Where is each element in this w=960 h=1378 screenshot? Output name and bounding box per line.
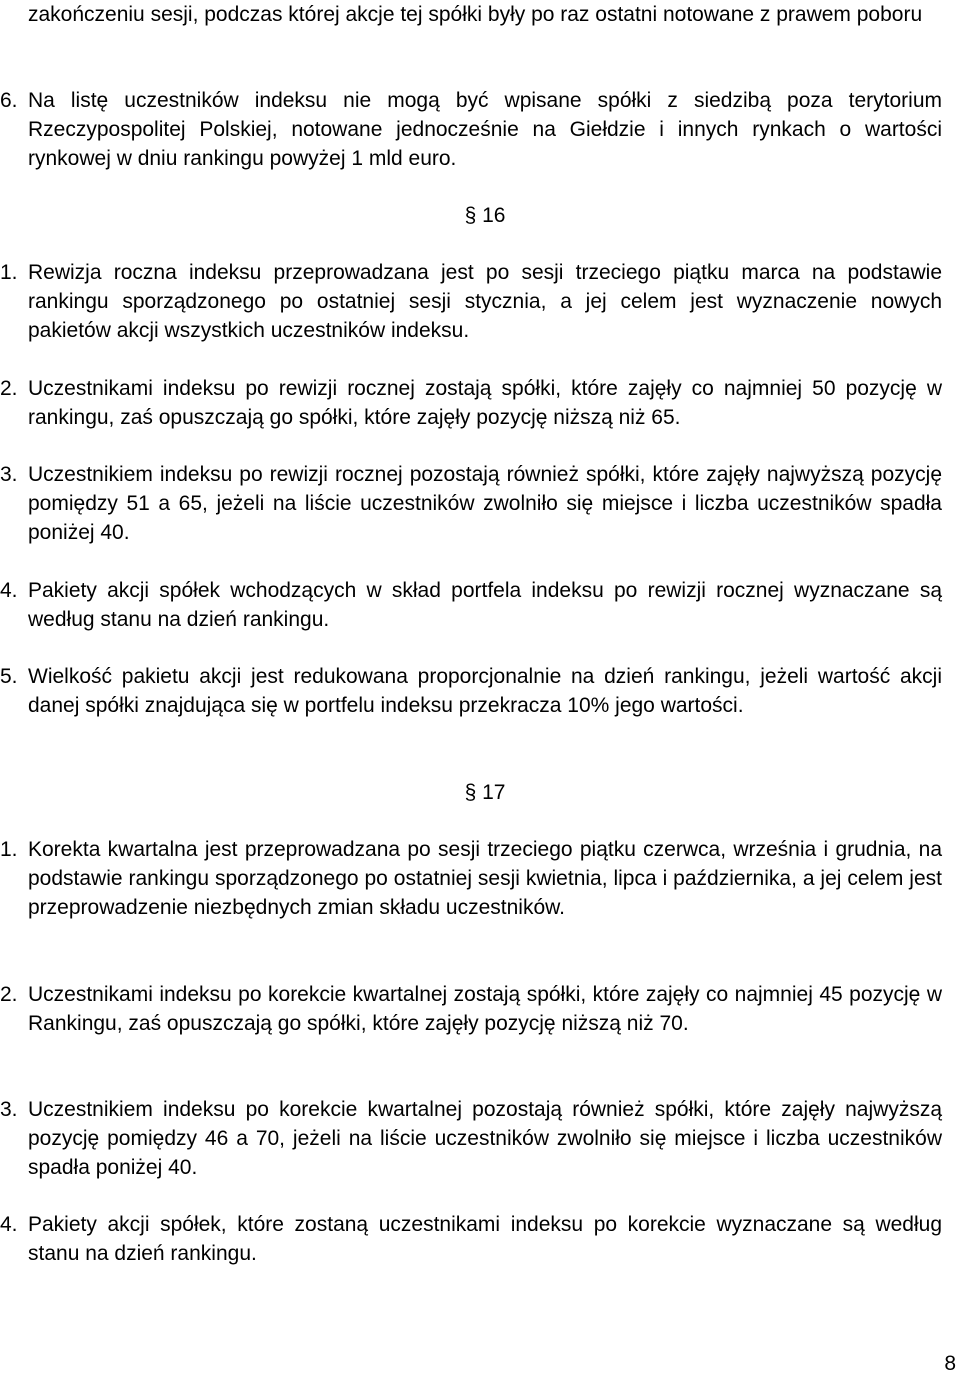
list-number: 3. (0, 1098, 18, 1121)
list-item-16-4 (0, 576, 942, 634)
list-number: 2. (0, 377, 18, 400)
list-item-text: Na listę uczestników indeksu nie mogą być wpisane spółki z siedzibą poza terytorium Rzeczypospolitej Polskiej, notowane jednocześnie na Giełdzie i innych rynkach o wartości rynkowej w dniu rankingu powyżej 1 mld euro. (28, 89, 942, 170)
list-item-17-1 (0, 835, 942, 922)
list-number: 1. (0, 838, 18, 861)
list-number: 5. (0, 665, 18, 688)
section-heading-16 (28, 201, 942, 230)
list-number: 1. (0, 261, 18, 284)
list-number: 6. (0, 89, 18, 112)
list-item-17-2 (0, 980, 942, 1038)
section-heading-17 (28, 778, 942, 807)
list-item-text: Rewizja roczna indeksu przeprowadzana jest po sesji trzeciego piątku marca na podstawie rankingu sporządzonego po ostatniej sesji stycznia, a jej celem jest wyznaczenie nowych pakietów akcji wszystkich uczestników indeksu. (28, 261, 942, 342)
list-item-17-4 (0, 1210, 942, 1268)
page-number: 8 (944, 1352, 956, 1375)
section-heading-text: § 17 (464, 781, 506, 804)
list-item-16-5 (0, 662, 942, 720)
list-number: 4. (0, 1213, 18, 1236)
list-item-text: Korekta kwartalna jest przeprowadzana po sesji trzeciego piątku czerwca, września i grudnia, na podstawie rankingu sporządzonego po ostatniej sesji kwietnia, lipca i października, a jej celem jest przeprowadzenie niezbędnych zmian składu uczestników. (28, 838, 942, 919)
list-item-text: Uczestnikami indeksu po rewizji rocznej zostają spółki, które zajęły co najmniej 50 pozycję w rankingu, zaś opuszczają go spółki, które zajęły pozycję niższą niż 65. (28, 377, 942, 429)
list-item-text: Uczestnikiem indeksu po korekcie kwartalnej pozostają również spółki, które zajęły najwyższą pozycję pomiędzy 46 a 70, jeżeli na liście uczestników zwolniło się miejsce i liczba uczestników spadła poniżej 40. (28, 1098, 942, 1179)
intro-paragraph: zakończeniu sesji, podczas której akcje tej spółki były po raz ostatni notowane z prawem poboru (28, 3, 923, 26)
list-item-6 (0, 86, 942, 173)
list-item-text: Pakiety akcji spółek, które zostaną uczestnikami indeksu po korekcie wyznaczane są według stanu na dzień rankingu. (28, 1213, 942, 1265)
list-number: 4. (0, 579, 18, 602)
list-number: 2. (0, 983, 18, 1006)
list-item-16-2 (0, 374, 942, 432)
list-item-text: Wielkość pakietu akcji jest redukowana proporcjonalnie na dzień rankingu, jeżeli wartość akcji danej spółki znajdująca się w portfelu indeksu przekracza 10% jego wartości. (28, 665, 942, 717)
list-number: 3. (0, 463, 18, 486)
list-item-16-3 (0, 460, 942, 547)
list-item-16-1 (0, 258, 942, 345)
list-item-text: Uczestnikiem indeksu po rewizji rocznej pozostają również spółki, które zajęły najwyższą pozycję pomiędzy 51 a 65, jeżeli na liście uczestników zwolniło się miejsce i liczba uczestników spadła poniżej 40. (28, 463, 942, 544)
list-item-text: Uczestnikami indeksu po korekcie kwartalnej zostają spółki, które zajęły co najmniej 45 pozycję w Rankingu, zaś opuszczają go spółki, które zajęły pozycję niższą niż 70. (28, 983, 942, 1035)
section-heading-text: § 16 (464, 204, 506, 227)
list-item-text: Pakiety akcji spółek wchodzących w skład portfela indeksu po rewizji rocznej wyznaczane są według stanu na dzień rankingu. (28, 579, 942, 631)
list-item-17-3 (0, 1095, 942, 1182)
